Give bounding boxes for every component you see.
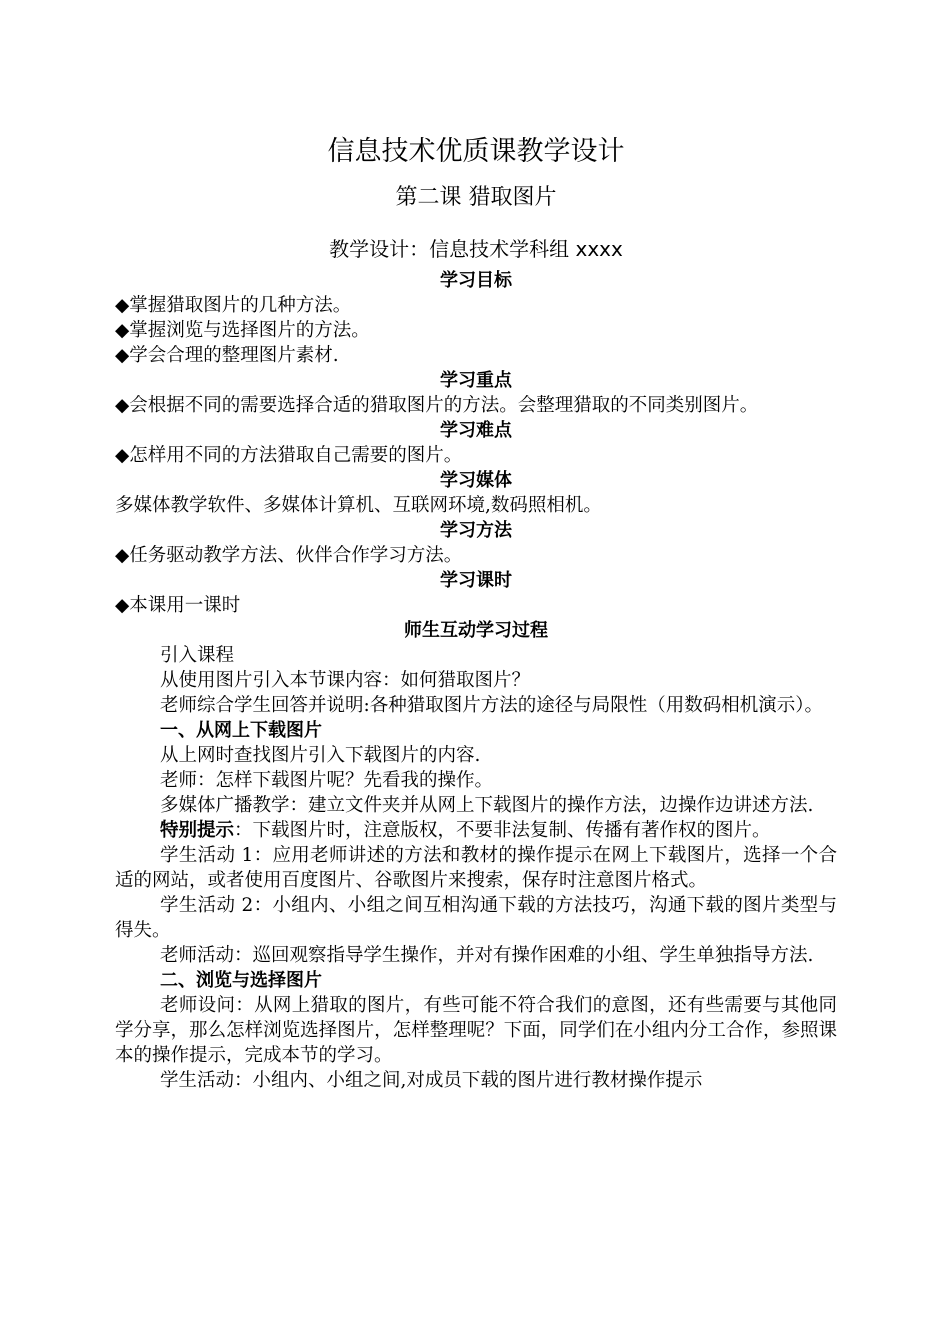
goal-item: ◆学会合理的整理图片素材. (115, 345, 339, 366)
part1-paragraph: 老师：怎样下载图片呢？先看我的操作。 (160, 770, 494, 791)
difficulties-heading: 学习难点 (440, 420, 512, 441)
part1-heading: 一、从网上下载图片 (160, 720, 322, 741)
part1-paragraph: 从上网时查找图片引入下载图片的内容. (160, 745, 481, 766)
teacher-activity-paragraph: 老师活动：巡回观察指导学生操作，并对有操作困难的小组、学生单独指导方法. (160, 945, 814, 966)
lesson-subtitle: 第二课 猎取图片 (395, 185, 557, 210)
author-line: 教学设计：信息技术学科组 xxxx (329, 237, 623, 261)
intro-paragraph: 老师综合学生回答并说明:各种猎取图片方法的途径与局限性（用数码相机演示）。 (160, 695, 823, 716)
special-tip-label: 特别提示 (160, 820, 235, 841)
document-page (115, 128, 837, 1093)
part1-paragraph: 多媒体广播教学：建立文件夹并从网上下载图片的操作方法，边操作边讲述方法. (160, 795, 814, 816)
goal-item: ◆掌握猎取图片的几种方法。 (115, 295, 352, 316)
intro-paragraph: 从使用图片引入本节课内容：如何猎取图片？ (160, 670, 531, 691)
part2-heading: 二、浏览与选择图片 (160, 970, 322, 991)
special-tip-paragraph (115, 818, 837, 843)
goal-item: ◆掌握浏览与选择图片的方法。 (115, 320, 370, 341)
media-heading: 学习媒体 (440, 470, 512, 491)
hours-item: ◆本课用一课时 (115, 595, 241, 616)
key-point-item: ◆会根据不同的需要选择合适的猎取图片的方法。会整理猎取的不同类别图片。 (115, 395, 759, 416)
student-activity-paragraph: 学生活动 1：应用老师讲述的方法和教材的操作提示在网上下载图片，选择一个合适的网站，或者使用百度图片、谷歌图片来搜索，保存时注意图片格式。 (115, 845, 837, 891)
process-heading: 师生互动学习过程 (404, 620, 548, 641)
difficulty-item: ◆怎样用不同的方法猎取自己需要的图片。 (115, 445, 463, 466)
part2-paragraph: 老师设问：从网上猎取的图片，有些可能不符合我们的意图，还有些需要与其他同学分享，那么怎样浏览选择图片，怎样整理呢？下面，同学们在小组内分工合作，参照课本的操作提示，完成本节的学习。 (115, 995, 837, 1066)
part2-paragraph: 学生活动：小组内、小组之间,对成员下载的图片进行教材操作提示 (160, 1070, 703, 1091)
goals-heading: 学习目标 (440, 270, 512, 291)
media-item: 多媒体教学软件、多媒体计算机、互联网环境,数码照相机。 (115, 495, 602, 516)
method-item: ◆任务驱动教学方法、伙伴合作学习方法。 (115, 545, 463, 566)
hours-heading: 学习课时 (440, 570, 512, 591)
document-title: 信息技术优质课教学设计 (327, 136, 625, 167)
special-tip-text: ：下载图片时，注意版权，不要非法复制、传播有著作权的图片。 (234, 820, 771, 841)
intro-paragraph: 引入课程 (160, 645, 235, 666)
key-points-heading: 学习重点 (440, 370, 512, 391)
methods-heading: 学习方法 (440, 520, 512, 541)
student-activity-paragraph: 学生活动 2：小组内、小组之间互相沟通下载的方法技巧，沟通下载的图片类型与得失。 (115, 895, 837, 941)
